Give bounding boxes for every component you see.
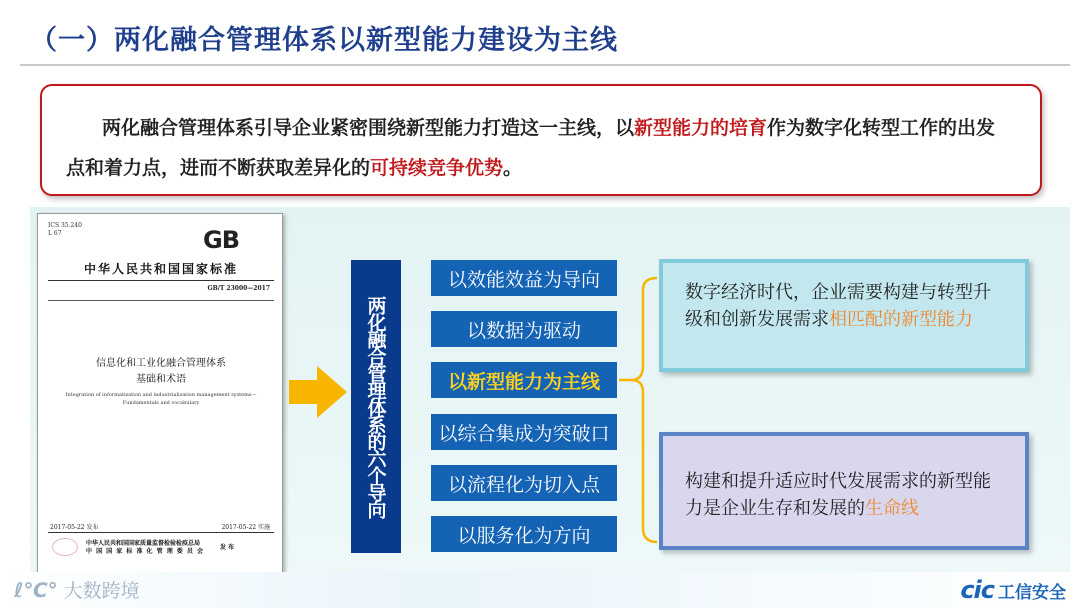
six-orientations-label [351, 260, 401, 553]
doc-ics-code [48, 222, 82, 238]
doc-en-line1: Integration of informatization and industrialization management systems— [65, 392, 257, 398]
six-orientations-text: 两化融合管理体系的六个导向 [364, 296, 387, 517]
brand-cic-logo: cic [960, 576, 994, 604]
insight-box-2 [659, 432, 1029, 550]
doc-en-line2: Fundamentals and vocabulary [122, 400, 200, 406]
key-message-callout [40, 84, 1042, 196]
doc-ics-line: ICS 35.240 [48, 222, 82, 229]
orientation-item-highlight: 以新型能力为主线 [431, 362, 617, 398]
callout-highlight-2: 可持续竞争优势 [370, 157, 504, 179]
doc-implement-date: 2017-05-22 实施 [221, 524, 270, 531]
title-divider [20, 64, 1070, 66]
orientation-item: 以数据为驱动 [431, 311, 617, 347]
doc-rule [48, 532, 274, 533]
doc-name-line1: 信息化和工业化融合管理体系 [96, 358, 226, 369]
callout-text-part3: 。 [503, 157, 523, 179]
doc-name-line2: 基础和术语 [136, 374, 186, 385]
gb-logo: GB [203, 226, 239, 254]
doc-rule [48, 280, 274, 281]
brand-logo [960, 576, 1066, 604]
page-title: （一）两化融合管理体系以新型能力建设为主线 [30, 25, 618, 56]
doc-rule [48, 300, 274, 301]
callout-text [66, 108, 1010, 188]
insight-box-2-highlight: 生命线 [865, 498, 919, 519]
doc-issuer-line2: 中 国 国 家 标 准 化 管 理 委 员 会 [86, 548, 204, 555]
doc-release: 发 布 [220, 544, 235, 551]
doc-country: 中华人民共和国国家标准 [83, 262, 238, 276]
watermark-text: 大数跨境 [63, 580, 140, 602]
insight-box-1-text: 数字经济时代，企业需要构建与转型升级和创新发展需求 [685, 282, 991, 330]
insight-box-1-highlight: 相匹配的新型能力 [829, 309, 973, 330]
insight-box-2-text: 构建和提升适应时代发展需求的新型能力是企业生存和发展的 [685, 471, 991, 519]
footer-strip [0, 572, 1080, 608]
orientation-item: 以综合集成为突破口 [431, 414, 617, 450]
orientation-item: 以流程化为切入点 [431, 465, 617, 501]
doc-issuer-line1: 中华人民共和国国家质量监督检验检疫总局 [86, 540, 201, 547]
right-arrow-icon [289, 366, 347, 418]
standard-document-cover [37, 213, 283, 575]
callout-highlight-1: 新型能力的培育 [634, 117, 768, 139]
callout-text-part2: 作为数字化转型工作的出发点和着力点，进而不断获取差异化的 [66, 117, 996, 179]
watermark [14, 576, 140, 603]
orientation-item: 以服务化为方向 [431, 516, 617, 552]
watermark-logo-icon: ℓ℃° [14, 577, 58, 602]
doc-code: GB/T 23000—2017 [207, 285, 270, 292]
doc-publish-date: 2017-05-22 发布 [50, 524, 99, 531]
doc-ics-line: L 67 [48, 230, 62, 237]
doc-seal-icon [52, 538, 78, 556]
insight-box-1 [659, 259, 1029, 372]
bracket-connector [617, 276, 662, 546]
callout-text-part1: 两化融合管理体系引导企业紧密围绕新型能力打造这一主线，以 [102, 117, 635, 139]
brand-name: 工信安全 [998, 582, 1066, 603]
orientation-item: 以效能效益为导向 [431, 260, 617, 296]
